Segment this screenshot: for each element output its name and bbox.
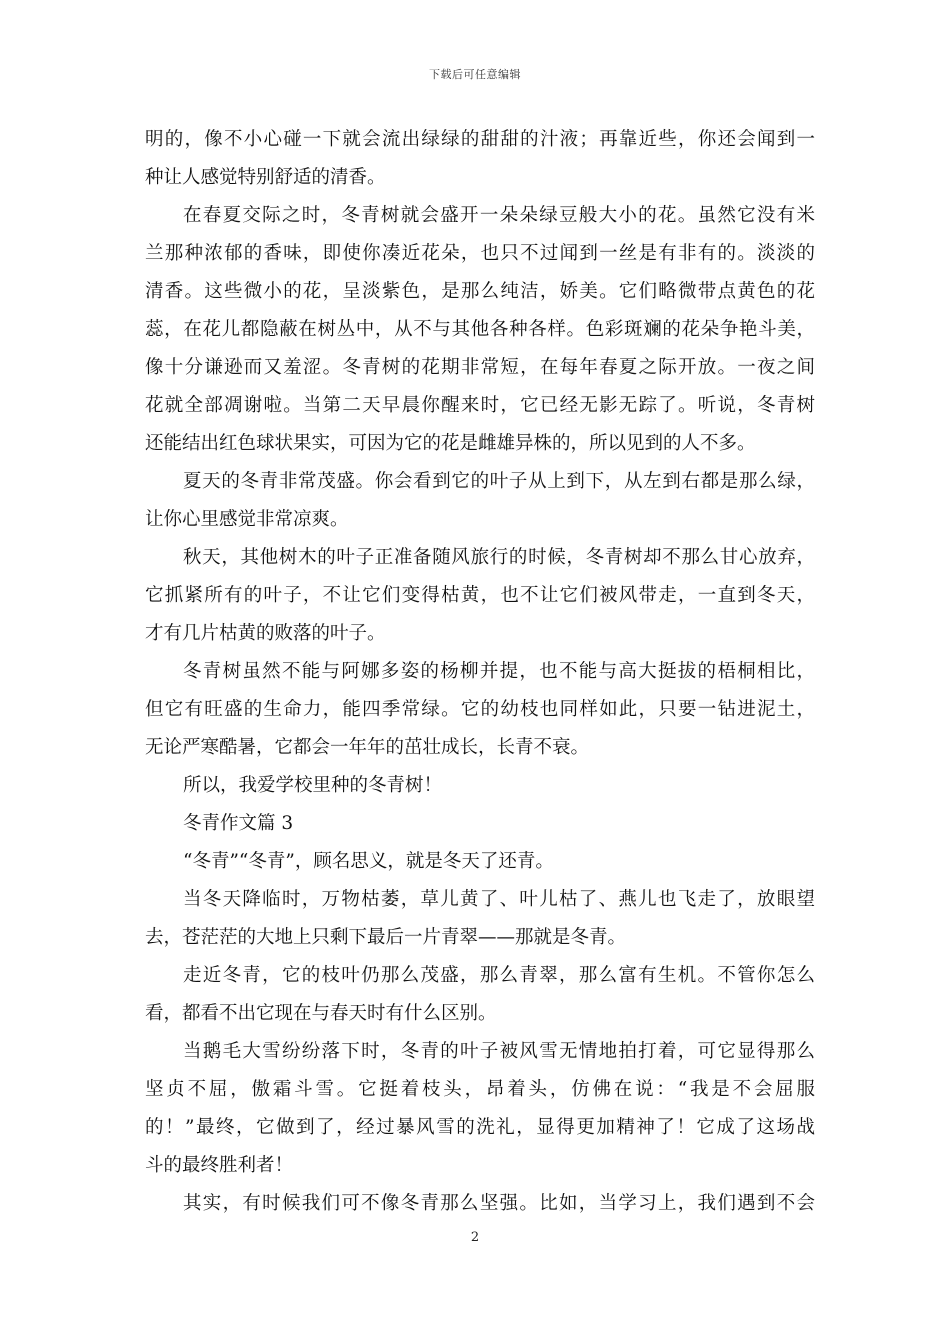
- text-line: 去，苍茫茫的大地上只剩下最后一片青翠——那就是冬青。: [145, 927, 627, 948]
- page-header: 下载后可任意编辑: [429, 68, 521, 81]
- text-line: 还能结出红色球状果实，可因为它的花是雌雄异株的，所以见到的人不多。: [145, 433, 756, 454]
- text-line: 它抓紧所有的叶子，不让它们变得枯黄，也不让它们被风带走，一直到冬天，: [145, 585, 815, 606]
- text-line: 冬青作文篇 3: [183, 813, 294, 834]
- text-line: 无论严寒酷暑，它都会一年年的茁壮成长，长青不衰。: [145, 737, 590, 758]
- text-line: 让你心里感觉非常凉爽。: [145, 509, 349, 530]
- text-line: 像十分谦逊而又羞涩。冬青树的花期非常短，在每年春夏之际开放。一夜之间: [145, 357, 815, 378]
- document-body: [145, 121, 815, 1223]
- text-line: 夏天的冬青非常茂盛。你会看到它的叶子从上到下，从左到右都是那么绿，: [183, 471, 815, 492]
- page-number: 2: [470, 1230, 480, 1245]
- text-line: 其实，有时候我们可不像冬青那么坚强。比如，当学习上，我们遇到不会: [183, 1193, 815, 1214]
- text-line: 斗的最终胜利者！: [145, 1155, 294, 1176]
- text-line: 才有几片枯黄的败落的叶子。: [145, 623, 386, 644]
- text-line: 但它有旺盛的生命力，能四季常绿。它的幼枝也同样如此，只要一钻进泥土，: [145, 699, 815, 720]
- text-line: 坚贞不屈，傲霜斗雪。它挺着枝头，昂着头，仿佛在说：“我是不会屈服: [145, 1079, 815, 1100]
- text-line: 的！”最终，它做到了，经过暴风雪的洗礼，显得更加精神了！它成了这场战: [145, 1117, 815, 1138]
- text-line: 看，都看不出它现在与春天时有什么区别。: [145, 1003, 497, 1024]
- text-line: 兰那种浓郁的香味，即使你凑近花朵，也只不过闻到一丝是有非有的。淡淡的: [145, 243, 815, 264]
- text-line: 走近冬青，它的枝叶仍那么茂盛，那么青翠，那么富有生机。不管你怎么: [183, 965, 815, 986]
- text-line: 花就全部凋谢啦。当第二天早晨你醒来时，它已经无影无踪了。听说，冬青树: [145, 395, 815, 416]
- text-line: “冬青”“冬青”，顾名思义，就是冬天了还青。: [183, 851, 554, 872]
- text-line: 当冬天降临时，万物枯萎，草儿黄了、叶儿枯了、燕儿也飞走了，放眼望: [183, 889, 815, 910]
- text-line: 清香。这些微小的花，呈淡紫色，是那么纯洁，娇美。它们略微带点黄色的花: [145, 281, 815, 302]
- text-line: 秋天，其他树木的叶子正准备随风旅行的时候，冬青树却不那么甘心放弃，: [183, 547, 815, 568]
- text-line: 冬青树虽然不能与阿娜多姿的杨柳并提，也不能与高大挺拔的梧桐相比，: [183, 661, 815, 682]
- text-line: 明的，像不小心碰一下就会流出绿绿的甜甜的汁液；再靠近些，你还会闻到一: [145, 129, 815, 150]
- text-line: 所以，我爱学校里种的冬青树！: [183, 775, 443, 796]
- text-line: 种让人感觉特别舒适的清香。: [145, 167, 386, 188]
- text-line: 蕊，在花儿都隐蔽在树丛中，从不与其他各种各样。色彩斑斓的花朵争艳斗美，: [145, 319, 815, 340]
- text-line: 在春夏交际之时，冬青树就会盛开一朵朵绿豆般大小的花。虽然它没有米: [183, 205, 815, 226]
- text-line: 当鹅毛大雪纷纷落下时，冬青的叶子被风雪无情地拍打着，可它显得那么: [183, 1041, 815, 1062]
